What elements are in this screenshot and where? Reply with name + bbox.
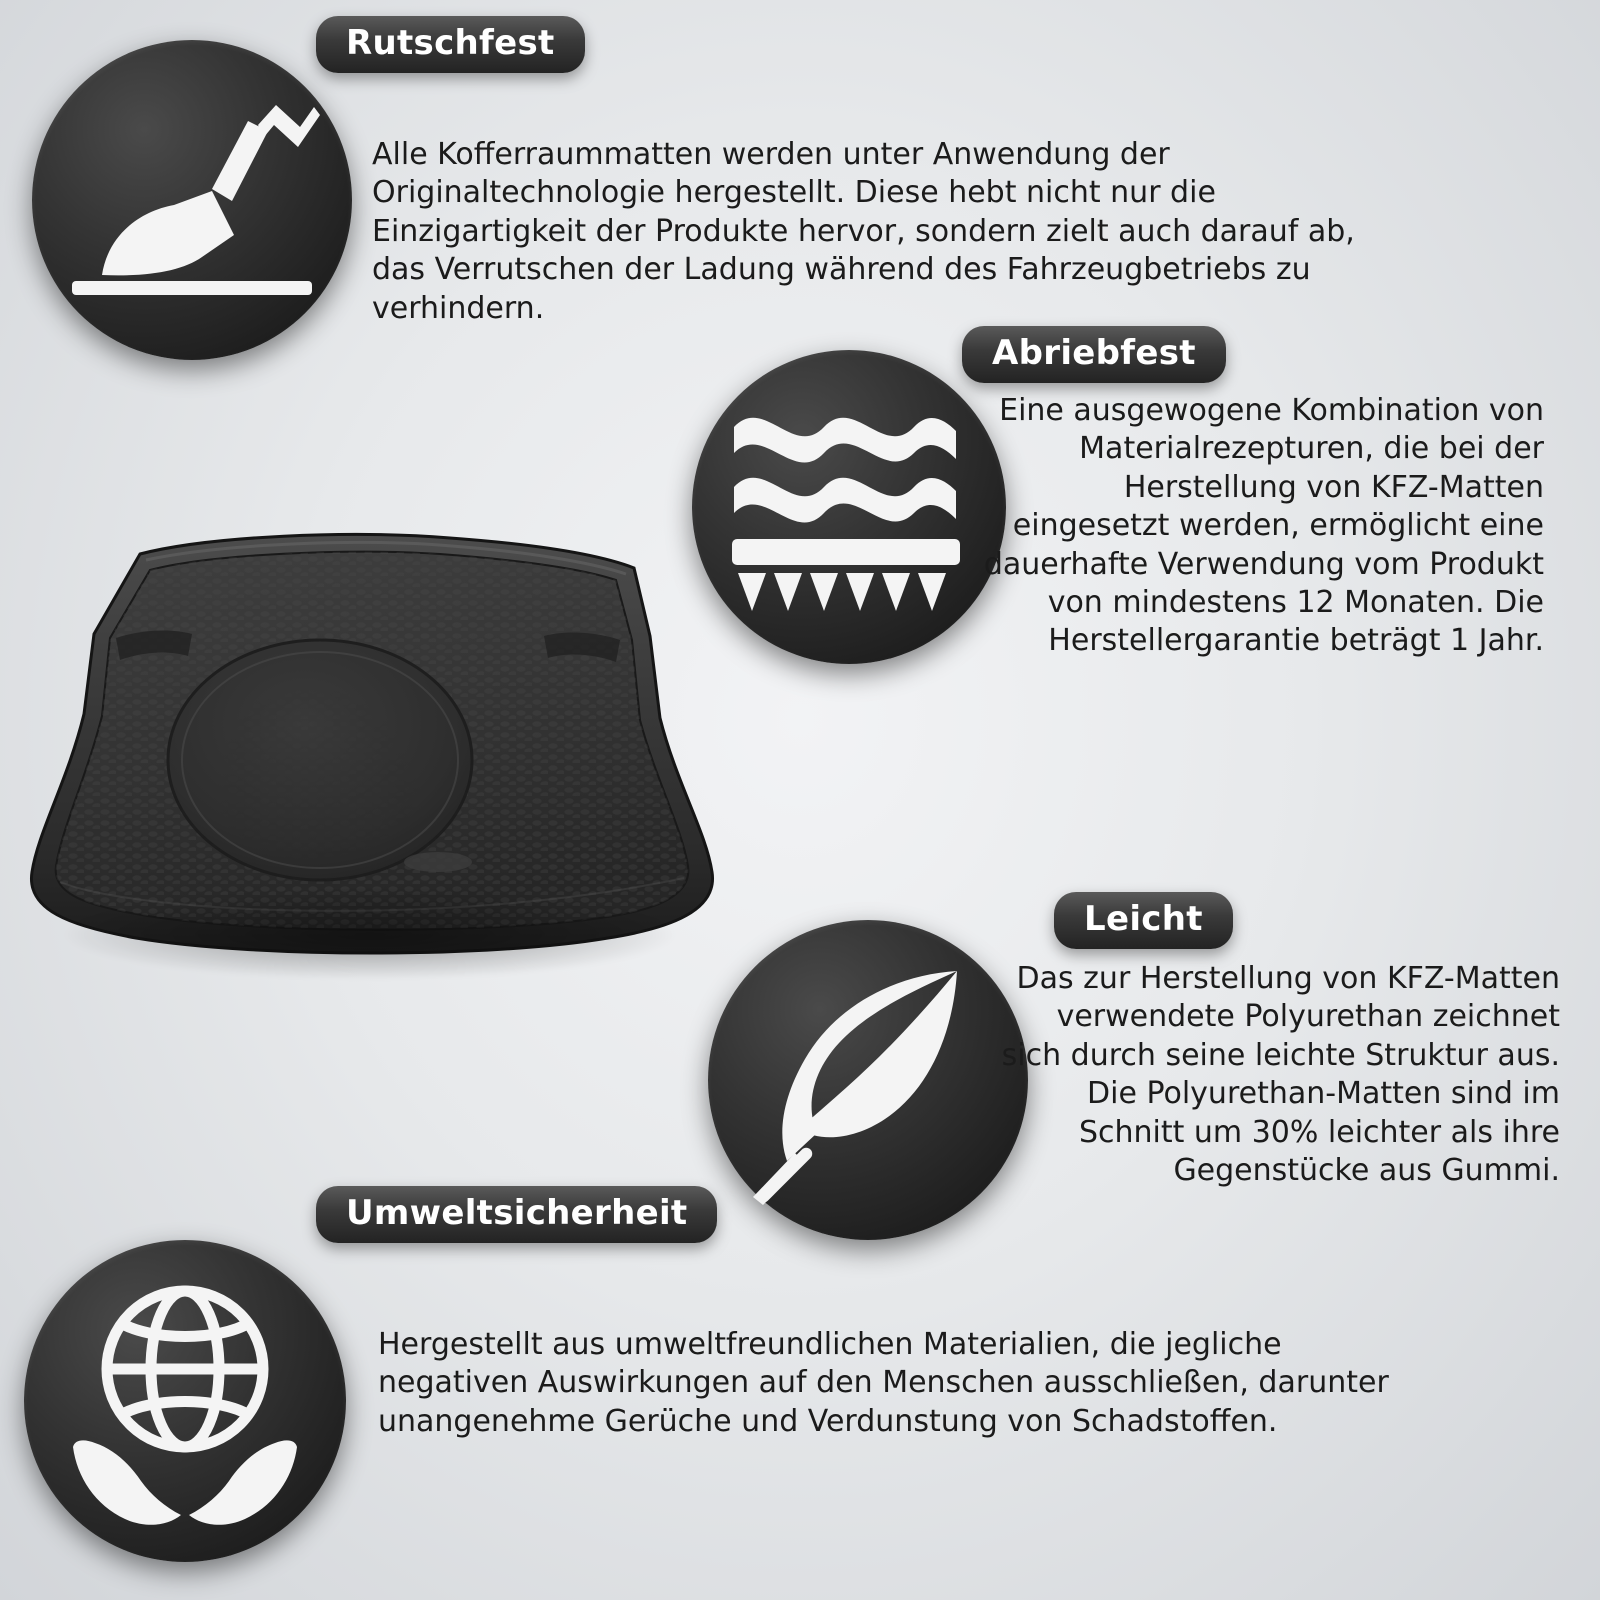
feature-icon-umweltsicherheit	[24, 1240, 346, 1562]
feature-icon-leicht	[708, 920, 1028, 1240]
feature-icon-rutschfest	[32, 40, 352, 360]
feature-text-rutschfest: Alle Kofferraummatten werden unter Anwendung der Originaltechnologie hergestellt. Diese hebt nicht nur die Einzigartigkeit der Produkte hervor, sondern zielt auch darauf ab, das Verrutschen der Ladung während des Fahrzeugbetriebs zu verhindern.	[372, 137, 1355, 326]
feature-text-abriebfest: Eine ausgewogene Kombination von Materialrezepturen, die bei der Herstellung von KFZ-Matten eingesetzt werden, ermöglicht eine dauerhafte Verwendung vom Produkt von mindestens 12 Monaten. Die Herstellergarantie beträgt 1 Jahr.	[983, 393, 1544, 659]
abrasion-resistant-icon	[724, 387, 974, 627]
feature-title-rutschfest: Rutschfest	[316, 16, 585, 73]
anti-slip-icon	[62, 85, 322, 315]
product-shadow	[60, 890, 680, 980]
feature-icon-abriebfest	[692, 350, 1006, 664]
product-image-kofferraummatte	[20, 510, 720, 1010]
feature-title-leicht: Leicht	[1054, 892, 1233, 949]
eco-globe-in-hands-icon	[55, 1271, 315, 1531]
feature-text-leicht: Das zur Herstellung von KFZ-Matten verwendete Polyurethan zeichnet sich durch seine leichte Struktur aus. Die Polyurethan-Matten sind im Schnitt um 30% leichter als ihre Gegenstücke aus Gummi.	[1001, 961, 1560, 1188]
feature-title-abriebfest: Abriebfest	[962, 326, 1226, 383]
feature-title-umweltsicherheit: Umweltsicherheit	[316, 1186, 717, 1243]
feather-icon	[743, 955, 993, 1205]
feature-text-umweltsicherheit: Hergestellt aus umweltfreundlichen Materialien, die jegliche negativen Auswirkungen auf den Menschen ausschließen, darunter unangenehme Gerüche und Verdunstung von Schadstoffen.	[378, 1327, 1389, 1439]
